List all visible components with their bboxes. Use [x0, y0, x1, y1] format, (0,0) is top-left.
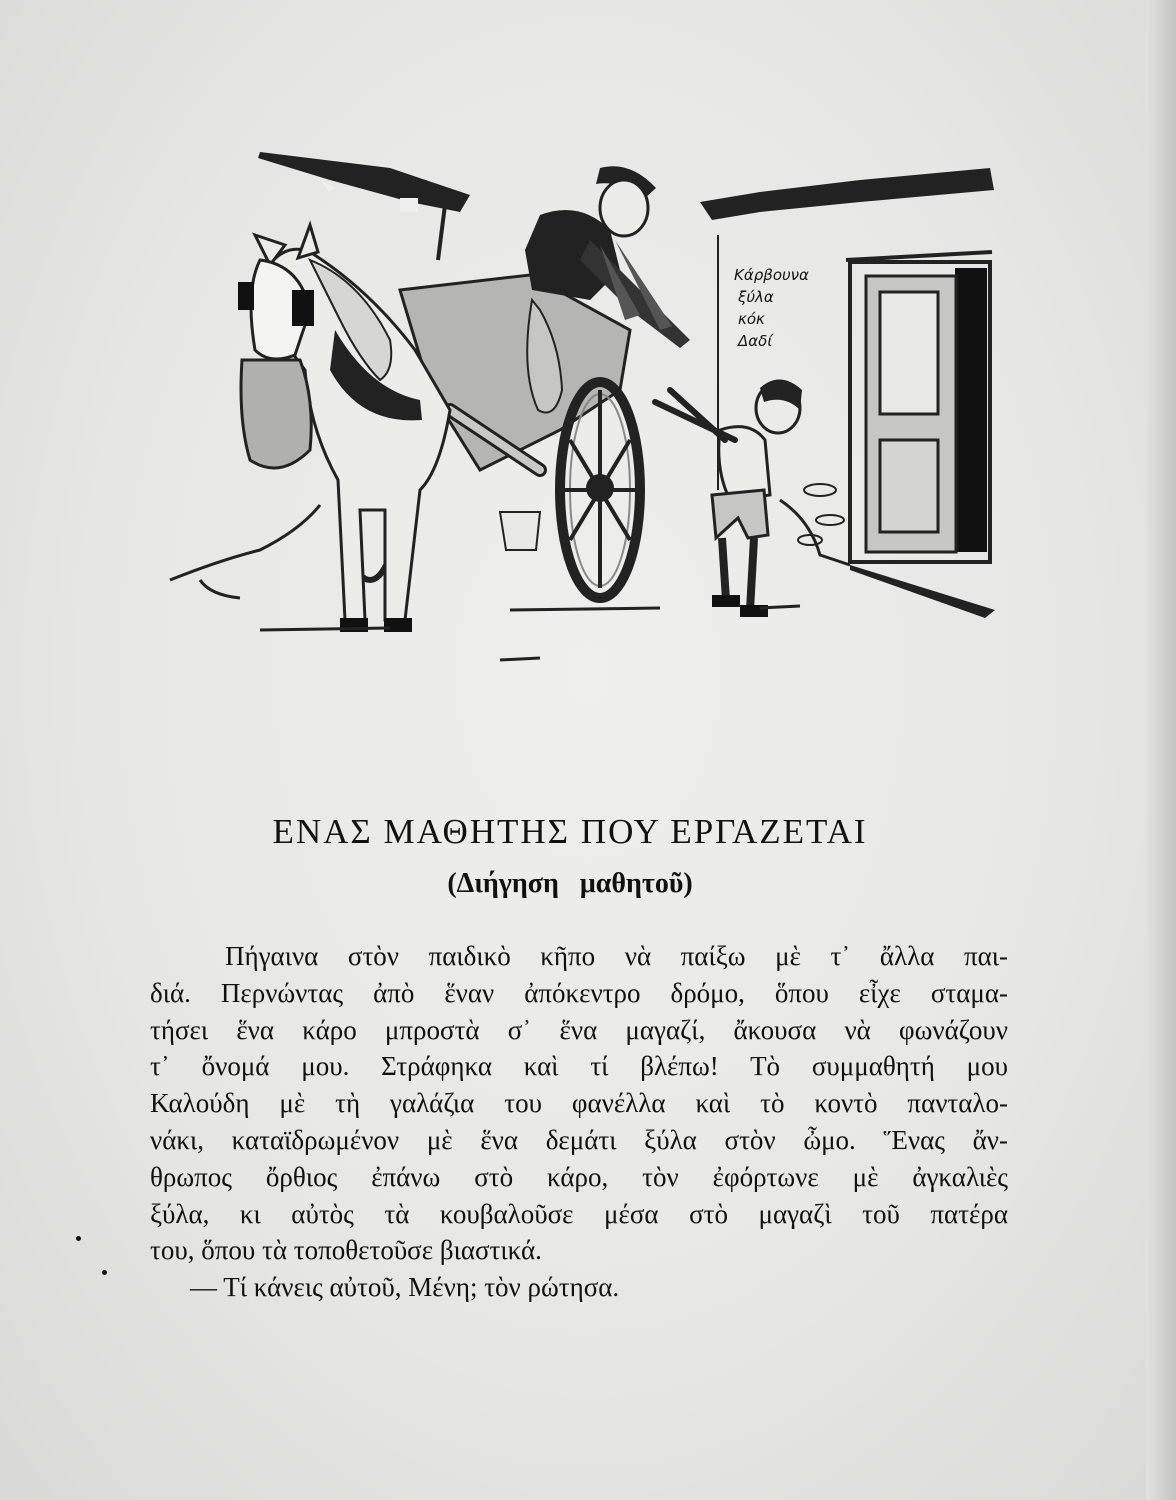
- horse-drawing: [238, 225, 450, 632]
- sign-line-1: Κάρβουνα: [734, 266, 809, 284]
- sign-line-4: Δαδί: [738, 332, 773, 350]
- sign-line-2: ξύλα: [738, 288, 774, 306]
- paragraph-line: διά. Περνώντας ἀπὸ ἕναν ἀπόκεντρο δρόμο, ὅπου εἶχε σταμα-: [150, 977, 1008, 1008]
- page-edge-shadow: [1146, 0, 1176, 1500]
- illustration-cart-scene: [160, 140, 1000, 670]
- ground-lines: [170, 505, 800, 660]
- dialogue-line: — Τί κάνεις αὐτοῦ, Μένη; τὸν ρώτησα.: [190, 1272, 620, 1303]
- paragraph-line: ξύλα, κι αὐτὸς τὰ κουβαλοῦσε μέσα στὸ μαγαζὶ τοῦ πατέρα: [150, 1198, 1008, 1229]
- shop-sign: [734, 266, 809, 350]
- boy-drawing: [655, 379, 802, 617]
- margin-mark: [102, 1270, 107, 1275]
- chapter-subtitle: (Διήγηση μαθητοῦ): [447, 868, 693, 899]
- paragraph-line: Πήγαινα στὸν παιδικὸ κῆπο νὰ παίξω μὲ τ᾽ ἄλλα παι-: [225, 941, 1008, 971]
- paragraph-line: νάκι, καταϊδρωμένον μὲ ἕνα δεμάτι ξύλα στὸν ὦμο. Ἕνας ἄν-: [150, 1124, 1008, 1155]
- paragraph-line: τήσει ἕνα κάρο μπροστὰ σ᾽ ἕνα μαγαζί, ἄκουσα νὰ φωνάζουν: [150, 1014, 1008, 1045]
- margin-mark: [76, 1236, 81, 1241]
- paragraph-line: του, ὅπου τὰ τοποθετοῦσε βιαστικά.: [150, 1235, 542, 1266]
- paragraph-line: τ᾽ ὄνομά μου. Στράφηκα καὶ τί βλέπω! Τὸ συμμαθητή μου: [150, 1051, 1008, 1082]
- plank-drawing: [258, 152, 470, 260]
- story-text: [150, 938, 1008, 1306]
- paragraph-line: Καλούδη μὲ τὴ γαλάζια του φανέλλα καὶ τὸ κοντὸ πανταλο-: [150, 1088, 1008, 1119]
- sign-line-3: κόκ: [738, 310, 765, 328]
- shop-drawing: [700, 168, 995, 618]
- paragraph-line: θρωπος ὄρθιος ἐπάνω στὸ κάρο, τὸν ἐφόρτωνε μὲ ἀγκαλιὲς: [150, 1161, 1008, 1192]
- chapter-title: ΕΝΑΣ ΜΑΘΗΤΗΣ ΠΟΥ ΕΡΓΑΖΕΤΑΙ: [272, 812, 868, 851]
